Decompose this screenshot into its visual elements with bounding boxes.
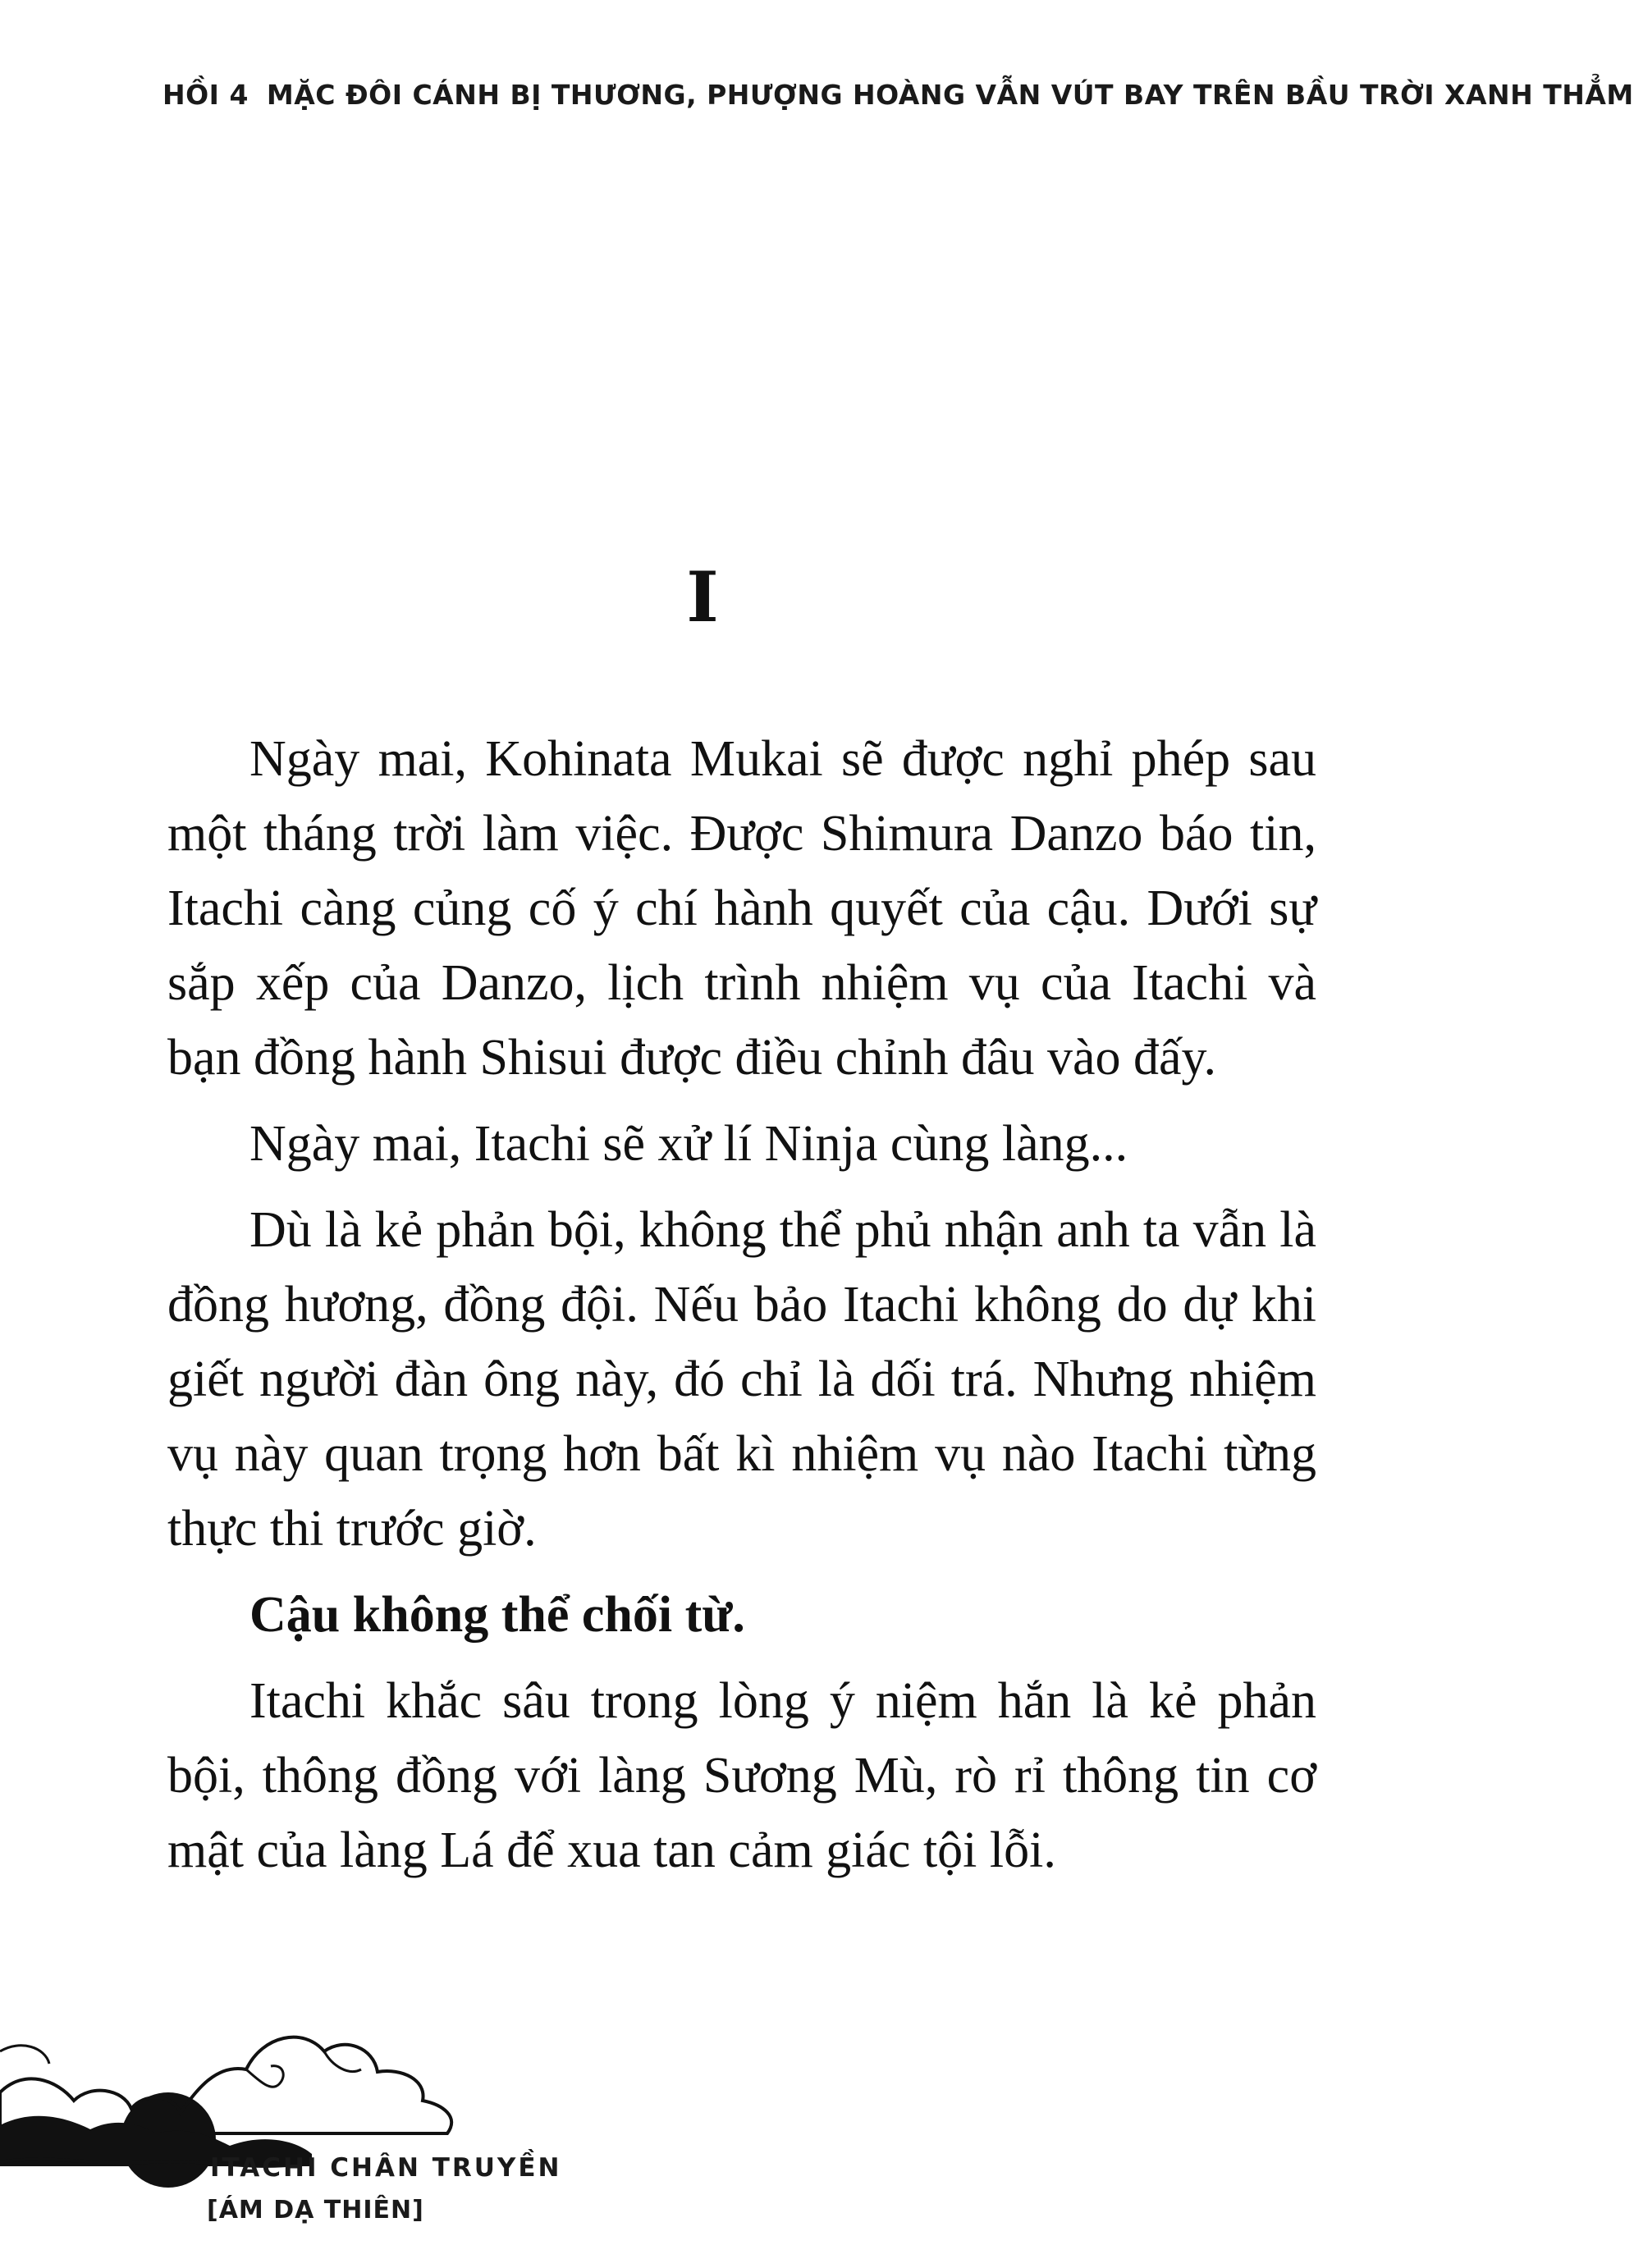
cloud-shape [0,2037,451,2133]
book-subtitle: [ÁM DẠ THIÊN] [207,2196,424,2225]
paragraph: Ngày mai, Itachi sẽ xử lí Ninja cùng làng... [249,1116,1128,1172]
running-head [162,79,1634,111]
section-number: I [686,556,719,638]
paragraph-emphasis: Cậu không thể chối từ. [249,1587,745,1643]
cloud-wisp [0,2046,49,2064]
paragraph: Itachi khắc sâu trong lòng ý niệm hắn là kẻ phản bội, thông đồng với làng Sương Mù, rò rỉ thông tin cơ mật của làng Lá để xua tan cảm giác tội lỗi. [167,1673,1316,1878]
chapter-label: HỒI 4 [162,79,249,111]
paragraph: Dù là kẻ phản bội, không thể phủ nhận anh ta vẫn là đồng hương, đồng đội. Nếu bảo Itachi không do dự khi giết người đàn ông này, đó chỉ là dối trá. Nhưng nhiệm vụ này quan trọng hơn bất kì nhiệm vụ nào Itachi từng thực thi trước giờ. [167,1202,1316,1557]
book-title: ITACHI CHÂN TRUYỀN [210,2153,562,2183]
cloud-curl [246,2066,283,2087]
body-text [167,722,1316,1900]
paragraph: Ngày mai, Kohinata Mukai sẽ được nghỉ phép sau một tháng trời làm việc. Được Shimura Danzo báo tin, Itachi càng củng cố ý chí hành quyết của cậu. Dưới sự sắp xếp của Danzo, lịch trình nhiệm vụ của Itachi và bạn đồng hành Shisui được điều chỉnh đâu vào đấy. [167,731,1316,1086]
cloud-curl [324,2051,361,2072]
chapter-title: MẶC ĐÔI CÁNH BỊ THƯƠNG, PHƯỢNG HOÀNG VẪN VÚT BAY TRÊN BẦU TRỜI XANH THẲM [266,79,1634,111]
